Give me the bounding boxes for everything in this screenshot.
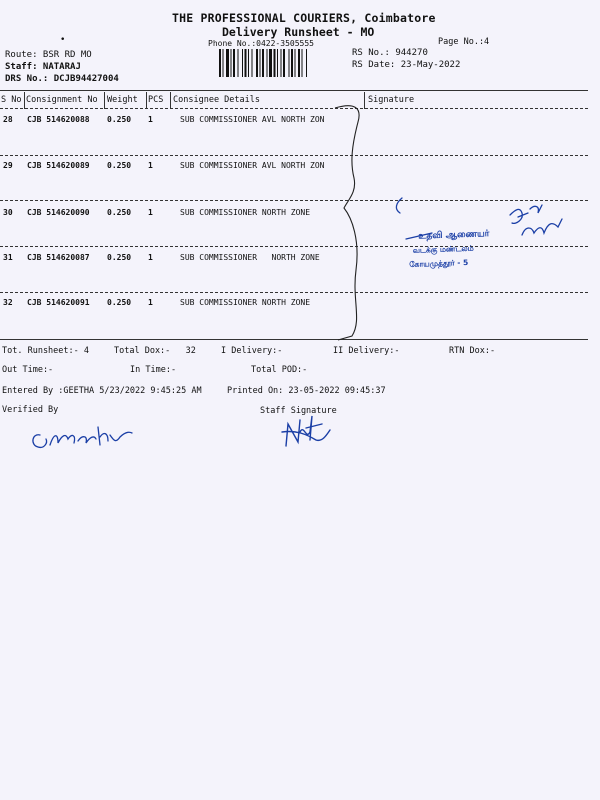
row-consignment: CJB 514620088 — [27, 115, 90, 124]
phone-number: Phone No.:0422-3505555 — [208, 39, 314, 48]
document-title: THE PROFESSIONAL COURIERS, Coimbatore — [172, 11, 436, 25]
verified-by-label: Verified By — [2, 405, 59, 415]
printed-on: Printed On: 23-05-2022 09:45:37 — [227, 386, 386, 396]
row-consignee: SUB COMMISSIONER NORTH ZONE — [180, 253, 320, 262]
col-separator — [24, 92, 25, 109]
table-header-rule — [0, 108, 588, 109]
staff-signature-label: Staff Signature — [260, 406, 337, 416]
entered-by: Entered By :GEETHA 5/23/2022 9:45:25 AM — [2, 386, 202, 396]
row-weight: 0.250 — [107, 115, 132, 124]
row-rule — [0, 292, 588, 293]
rs-number: RS No.: 944270 — [352, 48, 428, 58]
tot-runsheet: Tot. Runsheet:- 4 — [2, 346, 89, 356]
row-consignee: SUB COMMISSIONER AVL NORTH ZON — [180, 115, 325, 124]
row-sno: 28 — [3, 115, 13, 124]
handwritten-brace — [330, 100, 370, 345]
row-sno: 30 — [3, 208, 13, 217]
in-time: In Time:- — [130, 365, 177, 375]
receiver-signature — [392, 195, 567, 255]
header-consignment: Consignment No — [26, 95, 98, 105]
stamp-line: உதவி ஆணையர் — [418, 229, 490, 242]
col-separator — [146, 92, 147, 109]
barcode — [219, 49, 344, 77]
header-consignee: Consignee Details — [173, 95, 260, 105]
row-weight: 0.250 — [107, 253, 132, 262]
rs-date: RS Date: 23-May-2022 — [352, 60, 461, 70]
staff-label: Staff: NATARAJ — [5, 62, 81, 72]
verifier-signature — [28, 415, 138, 460]
i-delivery: I Delivery:- — [221, 346, 283, 356]
col-separator — [170, 92, 171, 109]
document-subtitle: Delivery Runsheet - MO — [222, 25, 375, 39]
total-dox: Total Dox:- 32 — [114, 346, 196, 356]
row-weight: 0.250 — [107, 161, 132, 170]
header-sno: S No — [1, 95, 22, 105]
header-signature: Signature — [368, 95, 415, 105]
row-pcs: 1 — [148, 115, 153, 124]
row-consignee: SUB COMMISSIONER NORTH ZONE — [180, 208, 311, 217]
stamp-line: வடக்கு மண்டலம் — [412, 243, 474, 255]
row-consignment: CJB 514620090 — [27, 208, 90, 217]
col-separator — [104, 92, 105, 109]
row-consignment: CJB 514620091 — [27, 298, 90, 307]
stamp-line: கோயமுத்தூர் - 5 — [409, 257, 469, 269]
row-weight: 0.250 — [107, 298, 132, 307]
row-sno: 29 — [3, 161, 13, 170]
rtn-dox: RTN Dox:- — [449, 346, 496, 356]
mark-dot: • — [60, 35, 66, 45]
row-consignee: SUB COMMISSIONER NORTH ZONE — [180, 298, 311, 307]
route-label: Route: BSR RD MO — [5, 50, 92, 60]
row-pcs: 1 — [148, 208, 153, 217]
row-sno: 31 — [3, 253, 13, 262]
header-pcs: PCS — [148, 95, 164, 105]
row-consignee: SUB COMMISSIONER AVL NORTH ZON — [180, 161, 325, 170]
row-consignment: CJB 514620089 — [27, 161, 90, 170]
row-pcs: 1 — [148, 161, 153, 170]
staff-signature — [276, 410, 336, 452]
page-number: Page No.:4 — [438, 37, 490, 47]
header-weight: Weight — [107, 95, 138, 105]
row-pcs: 1 — [148, 253, 153, 262]
ii-delivery: II Delivery:- — [333, 346, 400, 356]
total-pod: Total POD:- — [251, 365, 308, 375]
out-time: Out Time:- — [2, 365, 54, 375]
row-weight: 0.250 — [107, 208, 132, 217]
row-pcs: 1 — [148, 298, 153, 307]
row-sno: 32 — [3, 298, 13, 307]
row-rule — [0, 155, 588, 156]
row-consignment: CJB 514620087 — [27, 253, 90, 262]
table-top-rule — [0, 90, 588, 91]
drs-number: DRS No.: DCJB94427004 — [5, 74, 119, 84]
table-bottom-rule — [0, 339, 588, 340]
